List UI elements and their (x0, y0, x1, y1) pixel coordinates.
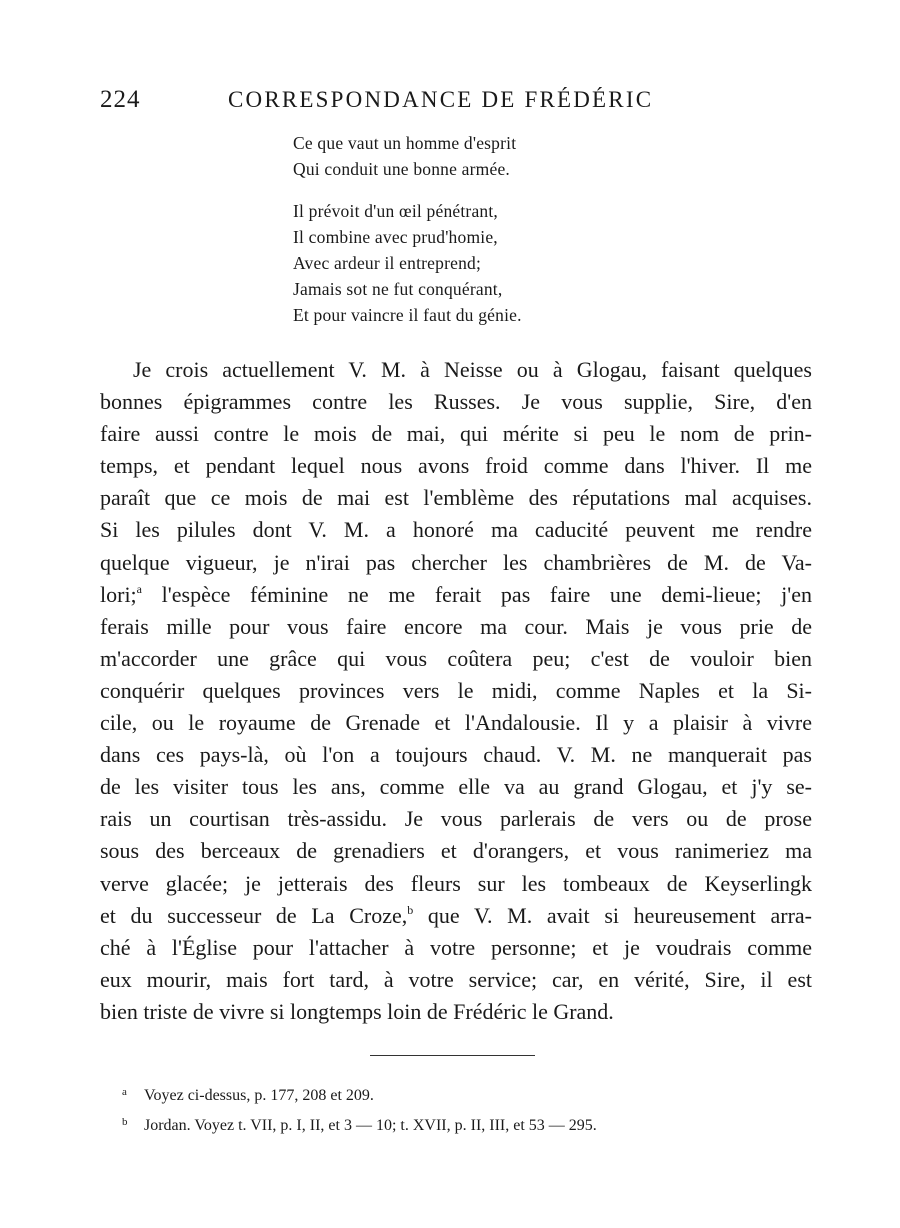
verse-line: Ce que vaut un homme d'esprit (293, 133, 517, 153)
verse-line: Et pour vaincre il faut du génie. (293, 305, 522, 325)
footnote (122, 1079, 597, 1109)
footnote-rule (370, 1055, 535, 1056)
body-line: dans ces pays-là, où l'on a toujours chaud. V. M. ne manquerait pas (100, 742, 812, 768)
verse-line: Qui conduit une bonne armée. (293, 159, 510, 179)
body-line-text: lori;$^a$ l'espèce féminine ne me ferait pas faire une demi-lieue; j'en (100, 581, 812, 607)
body-line: ferais mille pour vous faire encore ma cour. Mais je vous prie de (100, 613, 812, 639)
body-line: bien triste de vivre si longtemps loin de Frédéric le Grand. (100, 998, 614, 1024)
letter-body (100, 354, 812, 1028)
body-line: ché à l'Église pour l'attacher à votre personne; et je voudrais comme (100, 934, 812, 960)
body-line: sous des berceaux de grenadiers et d'orangers, et vous ranimeriez ma (100, 838, 812, 864)
body-line: eux mourir, mais fort tard, à votre service; car, en vérité, Sire, il est (100, 966, 812, 992)
body-line: temps, et pendant lequel nous avons froid comme dans l'hiver. Il me (100, 453, 812, 479)
body-line: Si les pilules dont V. M. a honoré ma caducité peuvent me rendre (100, 517, 812, 543)
footnote (122, 1109, 597, 1139)
body-line-text: et du successeur de La Croze,$^b$ que V. M. avait si heureusement arra- (100, 902, 812, 928)
body-line: cile, ou le royaume de Grenade et l'Andalousie. Il y a plaisir à vivre (100, 710, 812, 736)
verse-stanza (293, 130, 522, 182)
body-line: rais un courtisan très-assidu. Je vous parlerais de vers ou de prose (100, 806, 812, 832)
body-line: de les visiter tous les ans, comme elle va au grand Glogau, et j'y se- (100, 774, 812, 800)
page-number: 224 (100, 86, 141, 113)
body-line: Je crois actuellement V. M. à Neisse ou à Glogau, faisant quelques (133, 357, 812, 382)
body-line: verve glacée; je jetterais des fleurs sur les tombeaux de Keyserlingk (100, 870, 812, 896)
verse-line: Il combine avec prud'homie, (293, 227, 498, 247)
footnote-marker: a (122, 1086, 127, 1098)
footnote-ref: a (136, 581, 142, 596)
footnotes (122, 1079, 597, 1139)
verse-line: Avec ardeur il entreprend; (293, 253, 482, 273)
body-line: conquérir quelques provinces vers le midi, comme Naples et la Si- (100, 677, 812, 703)
footnote-marker: b (122, 1116, 128, 1128)
body-line (100, 900, 812, 932)
verse-line: Il prévoit d'un œil pénétrant, (293, 201, 499, 221)
footnote-text: Jordan. Voyez t. VII, p. I, II, et 3 — 10; t. XVII, p. II, III, et 53 — 295. (144, 1117, 597, 1134)
page-header (100, 86, 812, 118)
verse-stanza (293, 198, 522, 328)
body-line (100, 579, 812, 611)
footnote-ref: b (407, 902, 414, 917)
running-title: CORRESPONDANCE DE FRÉDÉRIC (228, 87, 654, 112)
body-line: quelque vigueur, je n'irai pas chercher les chambrières de M. de Va- (100, 549, 812, 575)
body-line: paraît que ce mois de mai est l'emblème des réputations mal acquises. (100, 485, 812, 511)
verse-block (293, 130, 522, 328)
footnote-text: Voyez ci-dessus, p. 177, 208 et 209. (144, 1087, 374, 1104)
body-line: m'accorder une grâce qui vous coûtera peu; c'est de vouloir bien (100, 645, 812, 671)
body-line: faire aussi contre le mois de mai, qui mérite si peu le nom de prin- (100, 421, 812, 447)
body-line: bonnes épigrammes contre les Russes. Je vous supplie, Sire, d'en (100, 389, 812, 415)
verse-line: Jamais sot ne fut conquérant, (293, 279, 503, 299)
